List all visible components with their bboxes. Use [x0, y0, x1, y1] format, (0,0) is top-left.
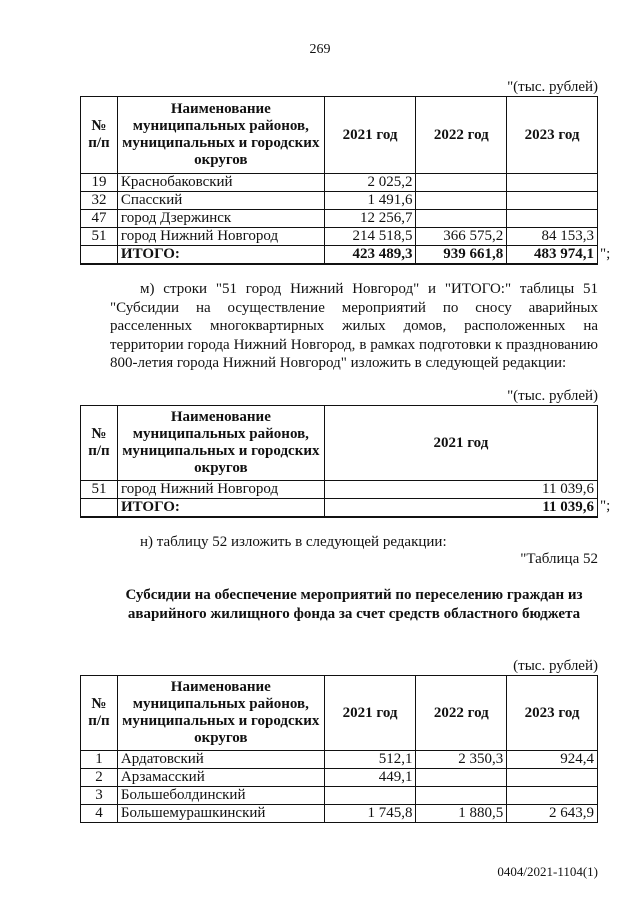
row-name: Спасский	[117, 192, 324, 210]
total-2021: 11 039,6	[324, 499, 597, 518]
row-name: Большемурашкинский	[117, 805, 324, 823]
table2	[80, 405, 598, 518]
row-name: город Дзержинск	[117, 210, 324, 228]
row-2021: 2 025,2	[324, 174, 416, 192]
row-2022	[416, 769, 507, 787]
row-2022: 1 880,5	[416, 805, 507, 823]
table3-unit: (тыс. рублей)	[513, 658, 598, 674]
row-2023	[507, 192, 598, 210]
table3	[80, 675, 598, 823]
total-empty-cell	[81, 499, 118, 518]
table2-closing: ";	[600, 498, 611, 514]
row-2021: 1 491,6	[324, 192, 416, 210]
total-2021: 423 489,3	[324, 246, 416, 265]
total-2023: 483 974,1	[507, 246, 598, 265]
row-no: 51	[81, 228, 118, 246]
header-2023: 2023 год	[507, 97, 598, 174]
row-2021: 1 745,8	[324, 805, 416, 823]
total-label: ИТОГО:	[117, 246, 324, 265]
header-2021: 2021 год	[324, 97, 416, 174]
row-2022	[416, 210, 507, 228]
header-2022: 2022 год	[416, 676, 507, 751]
row-no: 51	[81, 481, 118, 499]
table-row	[81, 481, 598, 499]
row-2023: 924,4	[507, 751, 598, 769]
page-number: 269	[309, 42, 331, 57]
row-2023	[507, 787, 598, 805]
header-no: № п/п	[81, 406, 118, 481]
row-name: Ардатовский	[117, 751, 324, 769]
table2-header-row	[81, 406, 598, 481]
paragraph-n: н) таблицу 52 изложить в следующей редакции:	[140, 534, 447, 550]
table-total-row	[81, 246, 598, 265]
table3-header-row	[81, 676, 598, 751]
total-label: ИТОГО:	[117, 499, 324, 518]
header-2021: 2021 год	[324, 406, 597, 481]
table-row	[81, 192, 598, 210]
row-2023	[507, 210, 598, 228]
table-row	[81, 769, 598, 787]
row-no: 19	[81, 174, 118, 192]
table52-title: Субсидии на обеспечение мероприятий по переселению граждан из аварийного жилищного фонда за счет средств областного бюджета	[125, 587, 583, 622]
paragraph-m	[110, 280, 598, 373]
row-no: 2	[81, 769, 118, 787]
row-no: 32	[81, 192, 118, 210]
row-2023: 2 643,9	[507, 805, 598, 823]
row-no: 47	[81, 210, 118, 228]
table1-header-row	[81, 97, 598, 174]
row-2022	[416, 192, 507, 210]
row-name: Большеболдинский	[117, 787, 324, 805]
table-row	[81, 174, 598, 192]
table-row	[81, 805, 598, 823]
row-name: Краснобаковский	[117, 174, 324, 192]
row-2022: 366 575,2	[416, 228, 507, 246]
header-2021: 2021 год	[324, 676, 416, 751]
table1	[80, 96, 598, 265]
row-name: город Нижний Новгород	[117, 481, 324, 499]
table-row	[81, 751, 598, 769]
row-name: Арзамасский	[117, 769, 324, 787]
row-2021: 512,1	[324, 751, 416, 769]
row-2021	[324, 787, 416, 805]
row-2021: 11 039,6	[324, 481, 597, 499]
header-2022: 2022 год	[416, 97, 507, 174]
paragraph-m-text: м) строки "51 город Нижний Новгород" и "ИТОГО:" таблицы 51 "Субсидии на осуществление мероприятий по сносу аварийных расселенных многоквартирных жилых домов, расположенных на территории города Нижний Новгород, в рамках подготовки к празднованию 800-летия города Нижний Новгород" изложить в следующей редакции:	[110, 281, 598, 372]
row-2023	[507, 769, 598, 787]
total-empty-cell	[81, 246, 118, 265]
row-name: город Нижний Новгород	[117, 228, 324, 246]
row-2022: 2 350,3	[416, 751, 507, 769]
row-2022	[416, 174, 507, 192]
header-name: Наименование муниципальных районов, муниципальных и городских округов	[117, 97, 324, 174]
header-no: № п/п	[81, 97, 118, 174]
header-no: № п/п	[81, 676, 118, 751]
table-row	[81, 787, 598, 805]
header-name: Наименование муниципальных районов, муниципальных и городских округов	[117, 676, 324, 751]
table1-unit: "(тыс. рублей)	[507, 79, 598, 95]
row-2022	[416, 787, 507, 805]
table1-closing: ";	[600, 246, 611, 262]
row-no: 3	[81, 787, 118, 805]
header-2023: 2023 год	[507, 676, 598, 751]
row-2021: 214 518,5	[324, 228, 416, 246]
row-2023: 84 153,3	[507, 228, 598, 246]
table-row	[81, 210, 598, 228]
table2-unit: "(тыс. рублей)	[507, 388, 598, 404]
table-total-row	[81, 499, 598, 518]
footer-code: 0404/2021-1104(1)	[497, 864, 598, 879]
row-no: 4	[81, 805, 118, 823]
header-name: Наименование муниципальных районов, муниципальных и городских округов	[117, 406, 324, 481]
row-2021: 12 256,7	[324, 210, 416, 228]
table52-label: "Таблица 52	[520, 551, 598, 567]
total-2022: 939 661,8	[416, 246, 507, 265]
row-2023	[507, 174, 598, 192]
table-row	[81, 228, 598, 246]
row-2021: 449,1	[324, 769, 416, 787]
row-no: 1	[81, 751, 118, 769]
